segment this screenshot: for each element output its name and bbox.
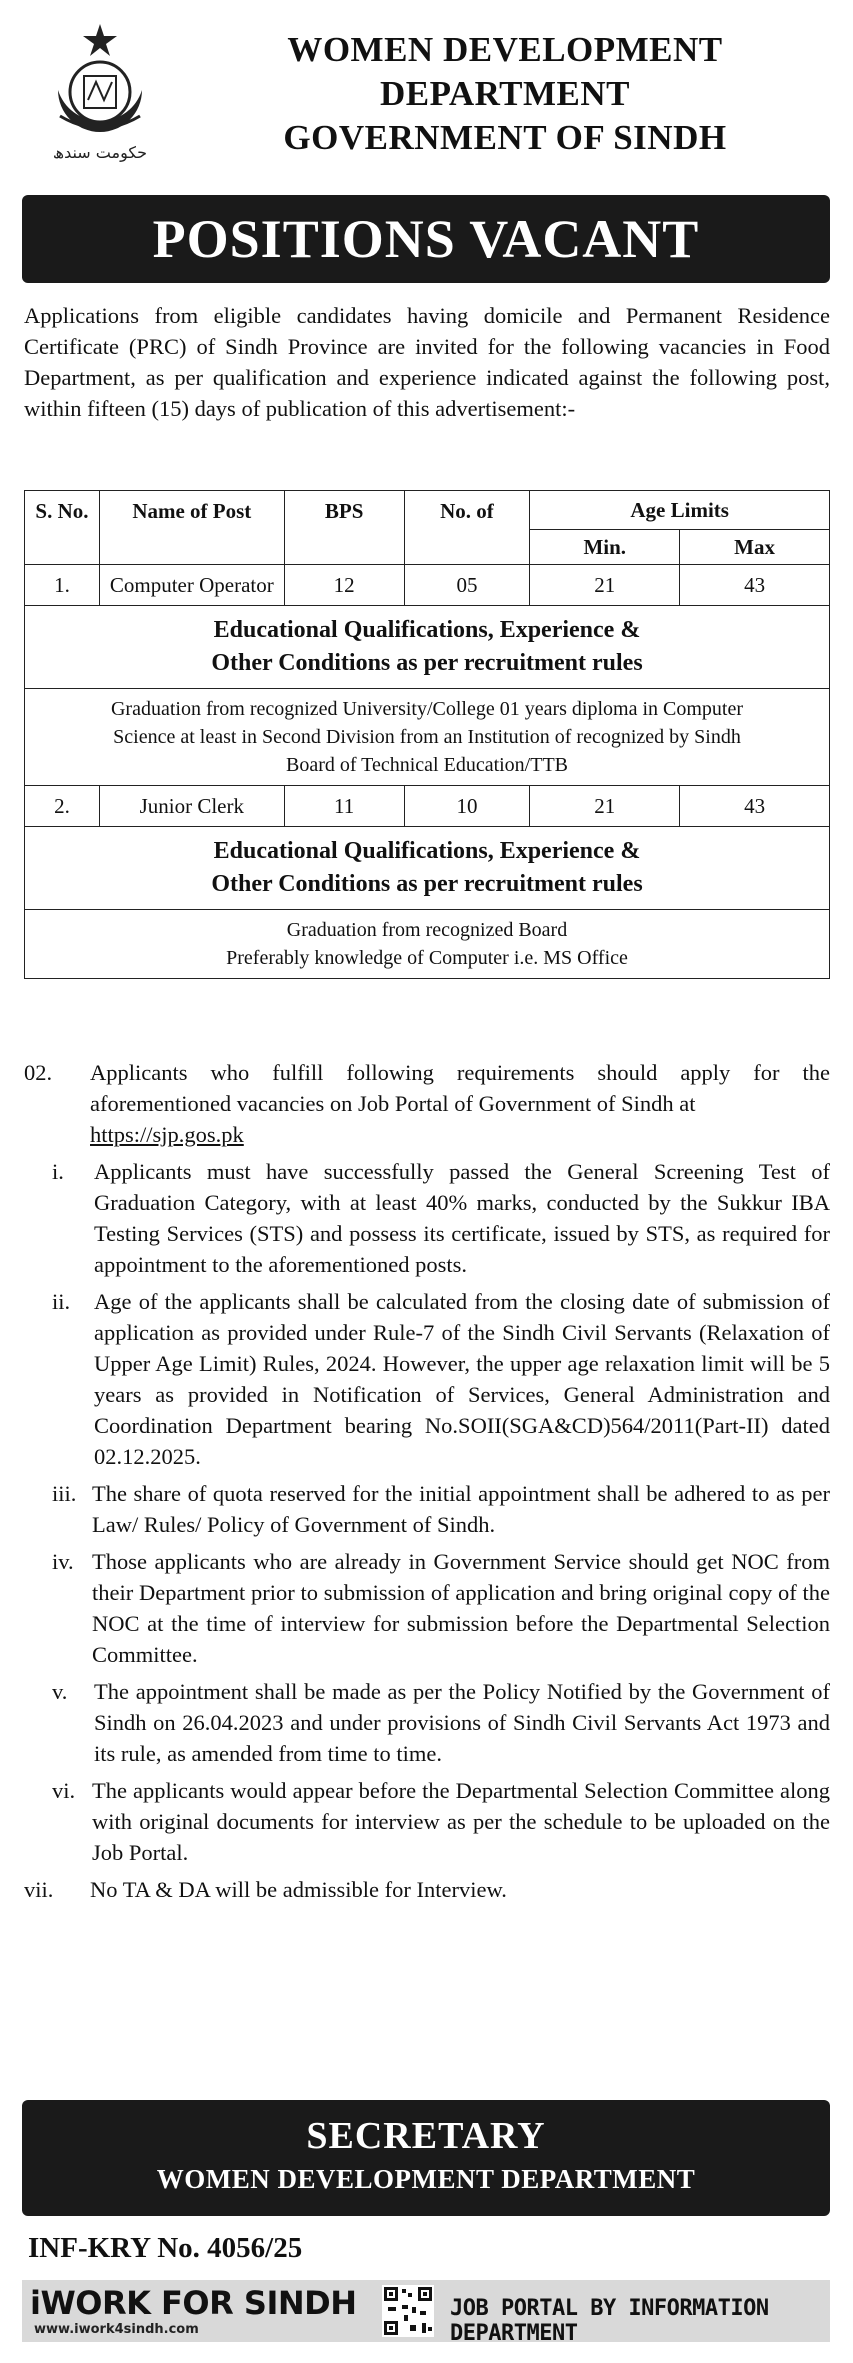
condition-item bbox=[24, 1286, 830, 1472]
cell-post: Computer Operator bbox=[99, 565, 284, 606]
condition-text: The appointment shall be made as per the Policy Notified by the Government of Sindh on 26.04.2023 and under provisions of Sindh Civil Servants Act 1973 and its rule, as amended from time to time. bbox=[94, 1679, 830, 1766]
desc-line-3: Board of Technical Education/TTB bbox=[285, 754, 569, 776]
emblem-caption: حکومت سندھ bbox=[52, 143, 148, 162]
job-portal-strip bbox=[22, 2280, 830, 2346]
condition-lead-text: Applicants who fulfill following requirements should apply for the aforementioned vacancies on Job Portal of Government of Sindh at bbox=[90, 1060, 830, 1116]
condition-text: The share of quota reserved for the initial appointment shall be adhered to as per Law/ Rules/ Policy of Government of Sindh. bbox=[92, 1481, 830, 1537]
sindh-government-emblem-icon bbox=[40, 20, 160, 170]
condition-text: No TA & DA will be admissible for Interview. bbox=[90, 1877, 507, 1902]
header-sno: S. No. bbox=[25, 491, 100, 565]
cell-max: 43 bbox=[680, 565, 830, 606]
department-title bbox=[190, 28, 820, 160]
cell-no: 10 bbox=[404, 786, 530, 827]
secretary-department: WOMEN DEVELOPMENT DEPARTMENT bbox=[156, 2164, 696, 2194]
header-no: No. of bbox=[404, 491, 530, 565]
section-line-1: Educational Qualifications, Experience & bbox=[213, 838, 641, 864]
table-section-row bbox=[25, 827, 830, 910]
reference-number: INF-KRY No. 4056/25 bbox=[28, 2232, 303, 2264]
dept-line-2: DEPARTMENT bbox=[379, 74, 631, 113]
cell-sno: 2. bbox=[25, 786, 100, 827]
condition-item bbox=[24, 1156, 830, 1280]
table-desc-row bbox=[25, 910, 830, 979]
condition-number: vi. bbox=[52, 1778, 76, 1803]
desc-line-2: Preferably knowledge of Computer i.e. MS Office bbox=[226, 947, 628, 969]
portal-credit-text: JOB PORTAL BY INFORMATION DEPARTMENT bbox=[450, 2296, 769, 2346]
desc-line-1: Graduation from recognized University/College 01 years diploma in Computer bbox=[110, 698, 744, 720]
cell-bps: 11 bbox=[284, 786, 404, 827]
condition-text: Age of the applicants shall be calculated from the closing date of submission of application as provided under Rule-7 of the Sindh Civil Servants (Relaxation of Upper Age Limit) Rules, 2024. However, the upper age relaxation limit will be 5 years as provided in Notification of Services, General Administration and Coordination Department bearing No.SOII(SGA&CD)564/2011(Part-II) dated 02.12.2025. bbox=[94, 1289, 830, 1469]
cell-max: 43 bbox=[680, 786, 830, 827]
intro-paragraph: Applications from eligible candidates having domicile and Permanent Residence Certificate (PRC) of Sindh Province are invited for the following vacancies in Food Department, as per qualification and experience indicated against the following post, within fifteen (15) days of publication of this advertisement:- bbox=[24, 303, 830, 421]
desc-line-1: Graduation from recognized Board bbox=[286, 919, 568, 941]
condition-item bbox=[24, 1874, 830, 1905]
condition-number: i. bbox=[52, 1159, 64, 1184]
condition-item bbox=[24, 1676, 830, 1769]
condition-number: v. bbox=[52, 1679, 68, 1704]
header-max: Max bbox=[680, 530, 830, 565]
condition-number: iv. bbox=[52, 1549, 74, 1574]
table-row bbox=[25, 786, 830, 827]
cell-post: Junior Clerk bbox=[99, 786, 284, 827]
iwork-brand-logo: iWORK FOR SINDH bbox=[30, 2284, 357, 2322]
condition-number: iii. bbox=[52, 1481, 77, 1506]
brand-url[interactable]: www.iwork4sindh.com bbox=[34, 2322, 199, 2337]
condition-text: Applicants must have successfully passed the General Screening Test of Graduation Category, with at least 40% marks, conducted by the Sukkur IBA Testing Services (STS) and possess its certificate, issued by STS, as required for appointment to the aforementioned posts. bbox=[94, 1159, 830, 1277]
dept-line-3: GOVERNMENT OF SINDH bbox=[283, 118, 727, 157]
positions-vacant-banner: POSITIONS VACANT bbox=[22, 195, 830, 283]
condition-number: ii. bbox=[52, 1289, 71, 1314]
cell-no: 05 bbox=[404, 565, 530, 606]
conditions-section bbox=[24, 1057, 830, 1905]
table-section-row bbox=[25, 606, 830, 689]
cell-bps: 12 bbox=[284, 565, 404, 606]
section-line-1: Educational Qualifications, Experience & bbox=[213, 617, 641, 643]
header-post: Name of Post bbox=[99, 491, 284, 565]
table-desc-row bbox=[25, 689, 830, 786]
condition-lead bbox=[24, 1057, 830, 1150]
section-line-2: Other Conditions as per recruitment rules bbox=[211, 871, 643, 897]
header-bps: BPS bbox=[284, 491, 404, 565]
job-portal-link[interactable]: https://sjp.gos.pk bbox=[90, 1122, 244, 1147]
condition-number: vii. bbox=[24, 1877, 54, 1902]
desc-line-2: Science at least in Second Division from an Institution of recognized by Sindh bbox=[113, 726, 741, 748]
secretary-signature-block bbox=[22, 2100, 830, 2216]
condition-text: Those applicants who are already in Government Service should get NOC from their Department prior to submission of application and bring original copy of the NOC at the time of interview for submission before the Departmental Selection Committee. bbox=[92, 1549, 830, 1667]
condition-item bbox=[24, 1775, 830, 1868]
cell-min: 21 bbox=[530, 786, 680, 827]
cell-min: 21 bbox=[530, 565, 680, 606]
header-age-limits: Age Limits bbox=[530, 491, 830, 530]
vacancy-table bbox=[24, 490, 830, 979]
header-min: Min. bbox=[530, 530, 680, 565]
condition-number: 02. bbox=[24, 1060, 53, 1085]
condition-text: The applicants would appear before the Departmental Selection Committee along with original documents for interview as per the schedule to be uploaded on the Job Portal. bbox=[92, 1778, 830, 1865]
dept-line-1: WOMEN DEVELOPMENT bbox=[287, 30, 723, 69]
table-row bbox=[25, 565, 830, 606]
condition-item bbox=[24, 1478, 830, 1540]
condition-item bbox=[24, 1546, 830, 1670]
cell-sno: 1. bbox=[25, 565, 100, 606]
section-line-2: Other Conditions as per recruitment rules bbox=[211, 650, 643, 676]
secretary-title: SECRETARY bbox=[306, 2115, 546, 2157]
qr-code-icon bbox=[382, 2285, 434, 2337]
